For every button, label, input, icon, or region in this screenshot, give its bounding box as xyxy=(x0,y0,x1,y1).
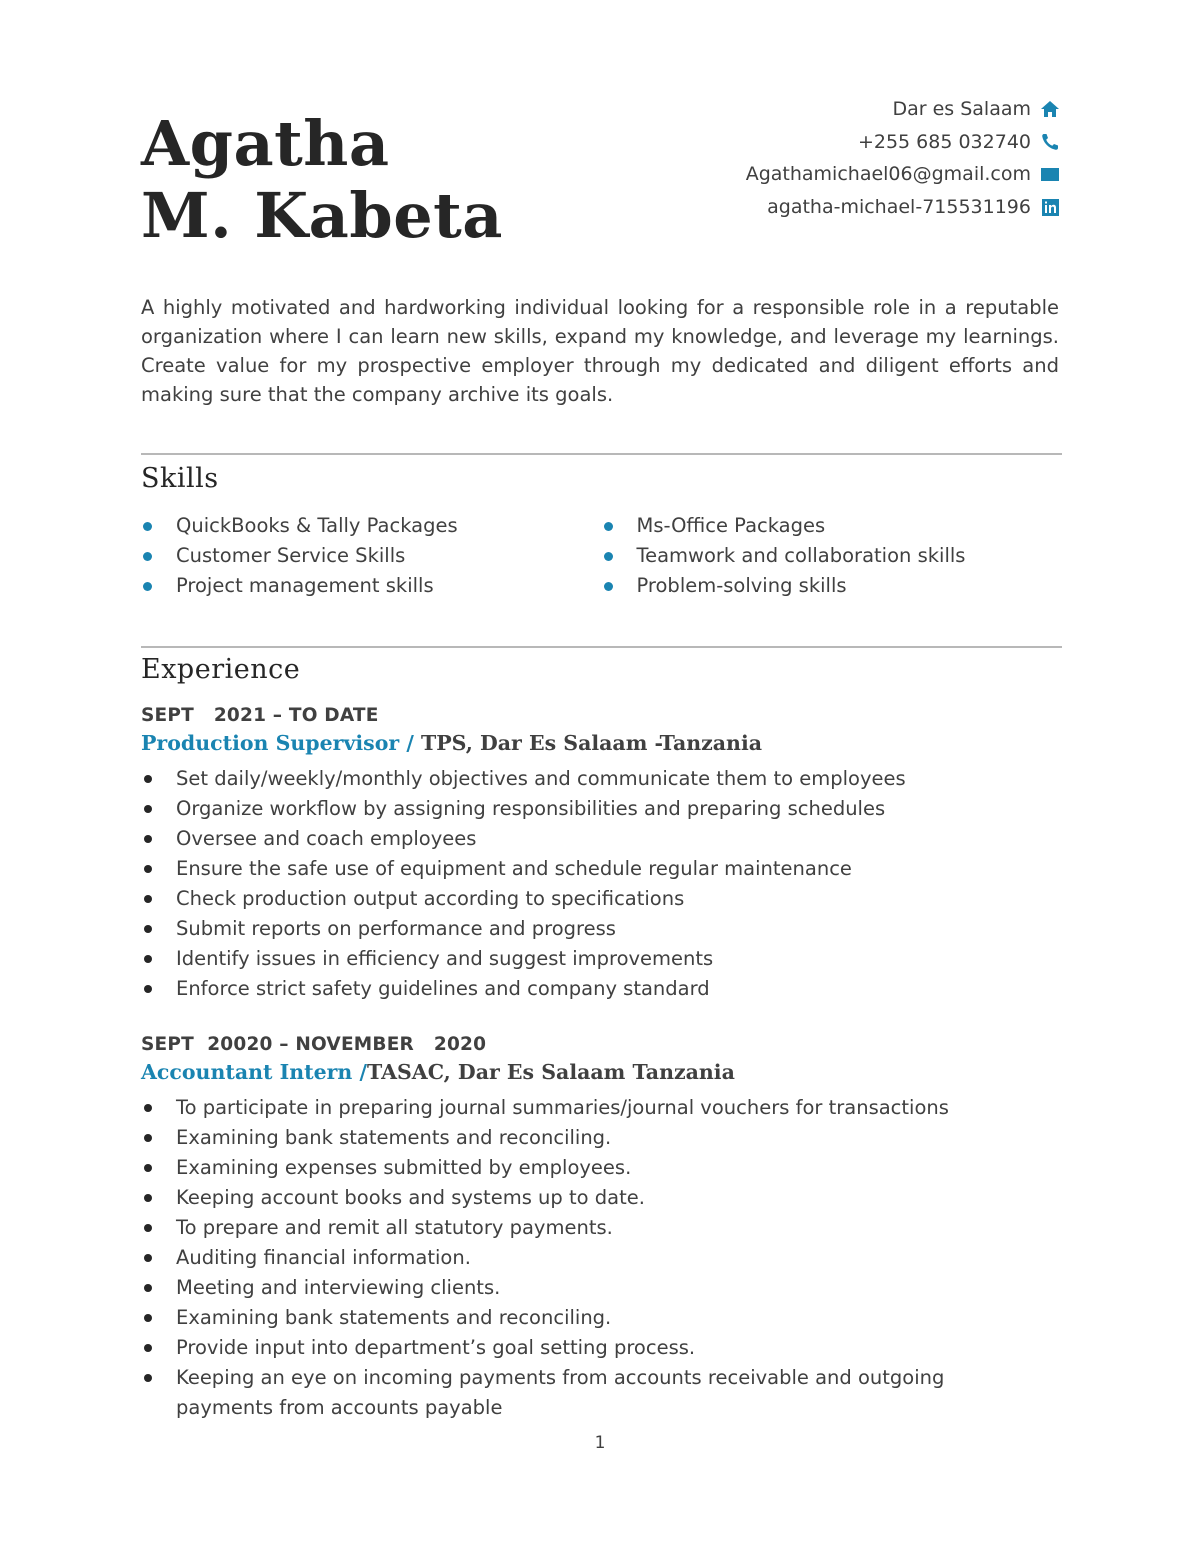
job-role: Accountant Intern / xyxy=(141,1060,367,1084)
skill-item: Project management skills xyxy=(141,571,602,601)
duty-item: Examining bank statements and reconciling. xyxy=(141,1303,1041,1333)
skill-item: Customer Service Skills xyxy=(141,541,602,571)
duty-item: Enforce strict safety guidelines and company standard xyxy=(141,974,1041,1004)
contact-block xyxy=(640,93,1060,223)
job-title xyxy=(141,731,762,755)
duty-item: To prepare and remit all statutory payments. xyxy=(141,1213,1041,1243)
job-role: Production Supervisor / xyxy=(141,731,421,755)
page-number: 1 xyxy=(594,1433,606,1453)
job-organization: TPS, Dar Es Salaam -Tanzania xyxy=(420,731,763,755)
skill-item: Ms-Office Packages xyxy=(602,511,1063,541)
professional-summary: A highly motivated and hardworking individual looking for a responsible role in a reputable organization where I can learn new skills, expand my knowledge, and leverage my learnings. Create value for my prospective employer through my dedicated and diligent efforts and making sure that the company archive its goals. xyxy=(141,296,1059,406)
duty-item: Check production output according to specifications xyxy=(141,884,1041,914)
location-text: Dar es Salaam xyxy=(892,98,1031,120)
skills-heading: Skills xyxy=(141,463,219,494)
job-dates: SEPT 20020 – NOVEMBER 2020 xyxy=(141,1034,487,1055)
section-divider xyxy=(141,646,1062,648)
email-icon xyxy=(1040,164,1060,184)
job-title xyxy=(141,1060,735,1084)
duty-item: To participate in preparing journal summaries/journal vouchers for transactions xyxy=(141,1093,1041,1123)
contact-email[interactable] xyxy=(640,158,1060,191)
experience-heading: Experience xyxy=(141,654,301,685)
contact-linkedin[interactable] xyxy=(640,191,1060,224)
job-duties xyxy=(141,764,1041,1004)
duty-item: Submit reports on performance and progress xyxy=(141,914,1041,944)
skill-item: QuickBooks & Tally Packages xyxy=(141,511,602,541)
last-name: M. Kabeta xyxy=(141,179,503,252)
duty-item: Provide input into department’s goal setting process. xyxy=(141,1333,1041,1363)
phone-text: +255 685 032740 xyxy=(857,130,1031,153)
skill-item: Problem-solving skills xyxy=(602,571,1063,601)
duty-item: Examining bank statements and reconciling. xyxy=(141,1123,1041,1153)
duty-item: Examining expenses submitted by employees. xyxy=(141,1153,1041,1183)
duty-item: Set daily/weekly/monthly objectives and communicate them to employees xyxy=(141,764,1041,794)
linkedin-icon xyxy=(1040,197,1060,217)
job-duties xyxy=(141,1093,1041,1423)
contact-phone xyxy=(640,126,1060,159)
duty-item: Meeting and interviewing clients. xyxy=(141,1273,1041,1303)
duty-item: Oversee and coach employees xyxy=(141,824,1041,854)
duty-item: Ensure the safe use of equipment and schedule regular maintenance xyxy=(141,854,1041,884)
phone-icon xyxy=(1040,132,1060,152)
home-icon xyxy=(1040,99,1060,119)
duty-item: Auditing financial information. xyxy=(141,1243,1041,1273)
skills-list xyxy=(141,511,1062,601)
duty-item: Identify issues in efficiency and suggest improvements xyxy=(141,944,1041,974)
skill-item: Teamwork and collaboration skills xyxy=(602,541,1063,571)
first-name: Agatha xyxy=(141,107,390,180)
duty-item: Keeping an eye on incoming payments from accounts receivable and outgoing payments from accounts payable xyxy=(141,1363,1041,1423)
duty-item: Organize workflow by assigning responsibilities and preparing schedules xyxy=(141,794,1041,824)
candidate-name xyxy=(141,108,503,252)
duty-item: Keeping account books and systems up to date. xyxy=(141,1183,1041,1213)
job-dates: SEPT 2021 – TO DATE xyxy=(141,705,379,726)
job-organization: TASAC, Dar Es Salaam Tanzania xyxy=(366,1060,735,1084)
skills-column-right xyxy=(602,511,1063,601)
skills-column-left xyxy=(141,511,602,601)
linkedin-text[interactable]: agatha-michael-715531196 xyxy=(767,195,1031,218)
contact-location xyxy=(640,93,1060,126)
section-divider xyxy=(141,453,1062,455)
email-text[interactable]: Agathamichael06@gmail.com xyxy=(745,163,1031,185)
